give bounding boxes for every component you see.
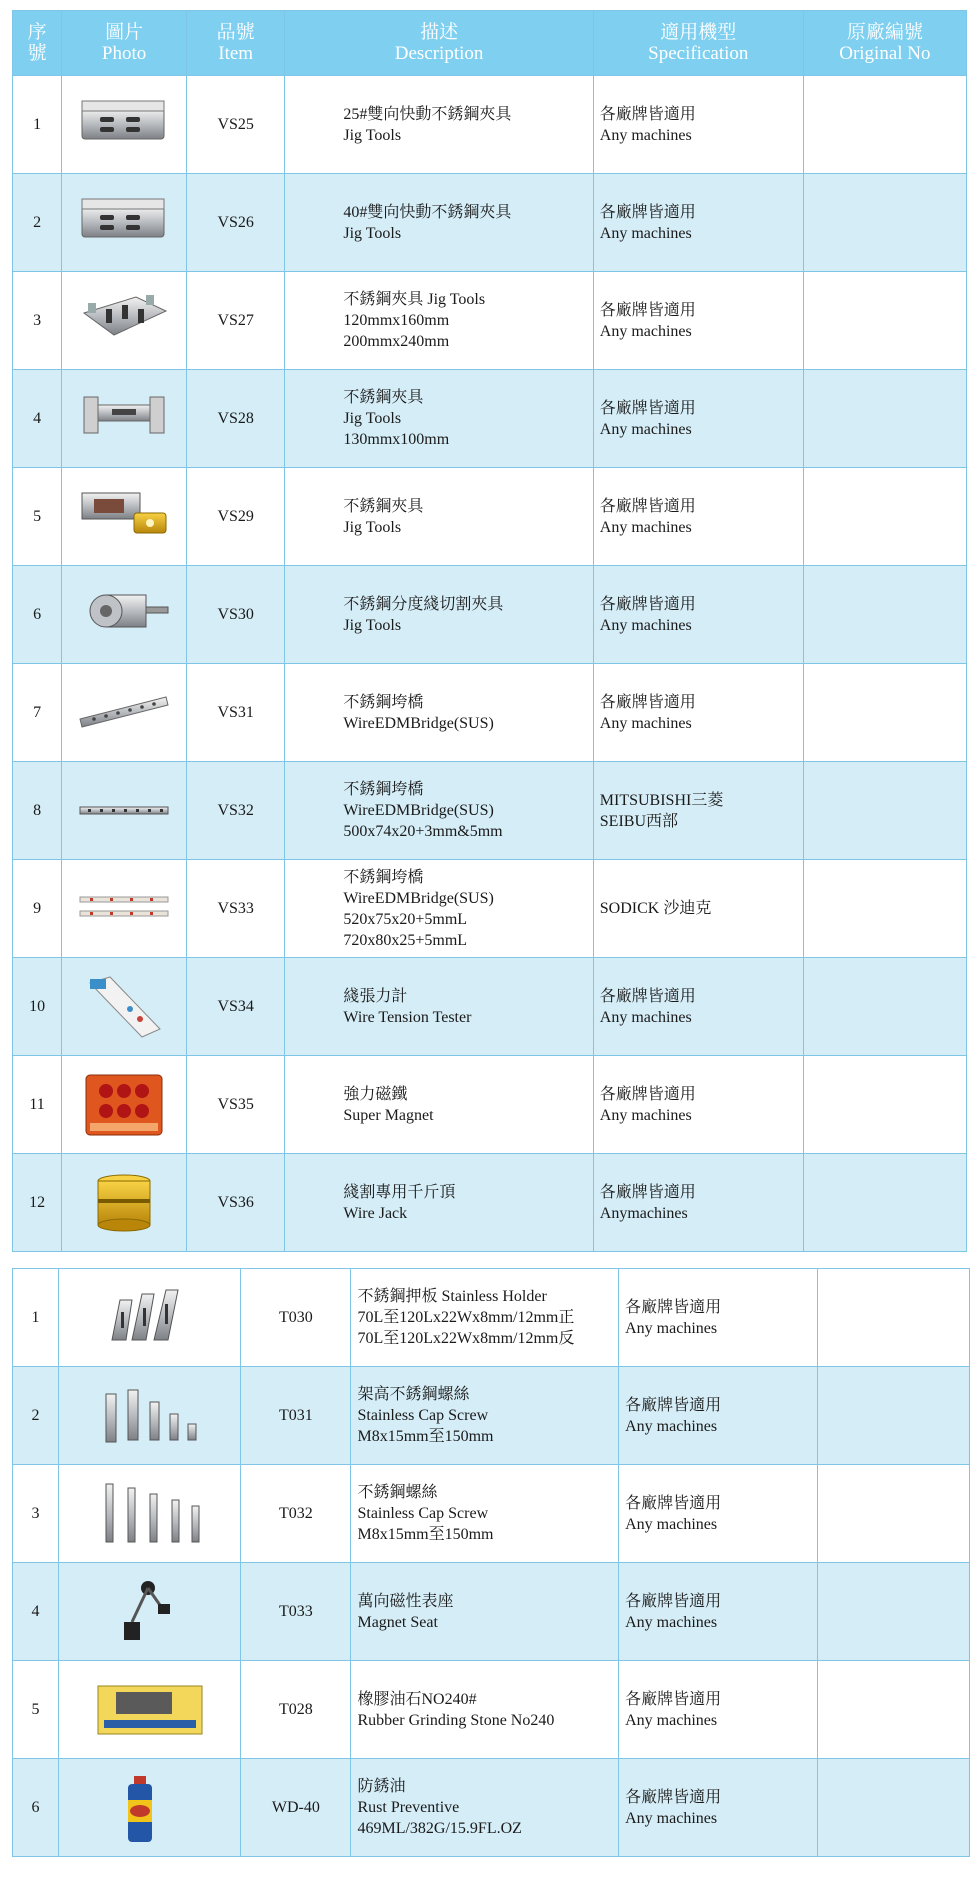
table-row xyxy=(13,566,967,664)
specification xyxy=(593,664,803,762)
description xyxy=(285,76,593,174)
header-description: 描述 Description xyxy=(285,11,593,76)
bridge-thin-icon xyxy=(76,773,172,849)
original-no xyxy=(803,860,966,958)
wire-jack-icon xyxy=(76,1165,172,1241)
text-line: 40#雙向快動不銹鋼夾具 xyxy=(343,203,512,221)
text-line: 不銹鋼夾具 xyxy=(343,389,424,406)
product-photo xyxy=(62,468,187,566)
text-line: Any machines xyxy=(599,1106,692,1124)
row-number: 12 xyxy=(13,1154,62,1252)
row-number: 3 xyxy=(13,1465,59,1563)
description xyxy=(351,1367,619,1465)
description xyxy=(285,1154,593,1252)
text-line: Any machines xyxy=(599,420,692,438)
cap-screws-icon xyxy=(92,1476,208,1552)
magnet-box-icon xyxy=(76,1067,172,1143)
item-code: T031 xyxy=(241,1367,351,1465)
table-row xyxy=(13,1661,970,1759)
product-photo xyxy=(59,1759,241,1857)
description xyxy=(285,468,593,566)
specification xyxy=(593,1056,803,1154)
text-line: 70L至120Lx22Wx8mm/12mm正 xyxy=(357,1309,575,1326)
text-line: M8x15mm至150mm xyxy=(357,1428,494,1445)
text-line: Stainless Cap Screw xyxy=(357,1505,489,1522)
text-line: Magnet Seat xyxy=(357,1613,438,1631)
product-photo xyxy=(62,664,187,762)
text-line: 各廠牌皆適用 xyxy=(599,497,696,515)
text-line: 各廠牌皆適用 xyxy=(625,1690,722,1708)
table-row xyxy=(13,370,967,468)
text-line: 200mmx240mm xyxy=(343,333,450,350)
text-line: Jig Tools xyxy=(343,616,402,634)
item-code: VS34 xyxy=(186,958,284,1056)
original-no xyxy=(803,664,966,762)
text-line: 橡膠油石NO240# xyxy=(357,1690,477,1708)
original-no xyxy=(818,1563,970,1661)
text-line: Any machines xyxy=(625,1515,718,1533)
text-line: 綫割專用千斤頂 xyxy=(343,1183,456,1201)
original-no xyxy=(803,1154,966,1252)
text-line: Any machines xyxy=(599,322,692,340)
table-row xyxy=(13,76,967,174)
text-line: 架高不銹鋼螺絲 xyxy=(357,1386,470,1403)
product-photo xyxy=(59,1465,241,1563)
specification xyxy=(593,272,803,370)
header-photo: 圖片 Photo xyxy=(62,11,187,76)
product-photo xyxy=(62,1056,187,1154)
text-line: SEIBU西部 xyxy=(599,812,678,830)
product-photo xyxy=(59,1367,241,1465)
product-table-2 xyxy=(12,1268,970,1857)
text-line: Jig Tools xyxy=(343,126,402,144)
product-photo xyxy=(62,958,187,1056)
item-code: T032 xyxy=(241,1465,351,1563)
original-no xyxy=(803,272,966,370)
text-line: 720x80x25+5mmL xyxy=(343,931,468,949)
text-line: 70L至120Lx22Wx8mm/12mm反 xyxy=(357,1330,575,1347)
text-line: 各廠牌皆適用 xyxy=(625,1494,722,1512)
jig-fixture-icon xyxy=(76,87,172,163)
text-line: 不銹鋼押板 Stainless Holder xyxy=(357,1288,547,1305)
description xyxy=(351,1759,619,1857)
specification xyxy=(593,76,803,174)
text-line: 不銹鋼螺絲 xyxy=(357,1484,438,1501)
description xyxy=(285,1056,593,1154)
item-code: VS32 xyxy=(186,762,284,860)
text-line: WireEDMBridge(SUS) xyxy=(343,714,494,732)
text-line: 各廠牌皆適用 xyxy=(599,595,696,613)
text-line: Any machines xyxy=(599,224,692,242)
product-photo xyxy=(62,76,187,174)
text-line: 萬向磁性表座 xyxy=(357,1592,454,1610)
description xyxy=(351,1661,619,1759)
table-row xyxy=(13,1465,970,1563)
text-line: Anymachines xyxy=(599,1204,688,1222)
original-no xyxy=(803,370,966,468)
text-line: 各廠牌皆適用 xyxy=(599,399,696,417)
text-line: Any machines xyxy=(625,1711,718,1729)
text-line: Jig Tools xyxy=(343,518,402,536)
specification xyxy=(593,958,803,1056)
description xyxy=(285,370,593,468)
text-line: 不銹鋼垮橋 xyxy=(343,693,424,711)
item-code: VS28 xyxy=(186,370,284,468)
specification xyxy=(619,1465,818,1563)
grinding-stone-icon xyxy=(92,1672,208,1748)
original-no xyxy=(803,76,966,174)
text-line: 各廠牌皆適用 xyxy=(625,1298,722,1316)
row-number: 11 xyxy=(13,1056,62,1154)
text-line: SODICK 沙迪克 xyxy=(599,900,712,917)
specification xyxy=(619,1563,818,1661)
text-line: 各廠牌皆適用 xyxy=(625,1788,722,1806)
original-no xyxy=(803,174,966,272)
original-no xyxy=(818,1269,970,1367)
specification xyxy=(593,762,803,860)
product-photo xyxy=(62,174,187,272)
specification xyxy=(619,1367,818,1465)
description xyxy=(285,664,593,762)
text-line: Any machines xyxy=(625,1613,718,1631)
specification xyxy=(593,174,803,272)
row-number: 6 xyxy=(13,1759,59,1857)
text-line: 不銹鋼垮橋 xyxy=(343,868,424,886)
header-seq: 序 號 xyxy=(13,11,62,76)
product-photo xyxy=(62,1154,187,1252)
row-number: 6 xyxy=(13,566,62,664)
description xyxy=(351,1465,619,1563)
text-line: WireEDMBridge(SUS) xyxy=(343,889,494,907)
magnet-seat-icon xyxy=(92,1574,208,1650)
text-line: 不銹鋼分度綫切割夾具 xyxy=(343,595,504,613)
text-line: Any machines xyxy=(625,1809,718,1827)
row-number: 1 xyxy=(13,76,62,174)
bridge-pair-icon xyxy=(76,871,172,947)
holder-plates-icon xyxy=(92,1280,208,1356)
text-line: 強力磁鐵 xyxy=(343,1085,408,1103)
original-no xyxy=(818,1759,970,1857)
row-number: 2 xyxy=(13,1367,59,1465)
description xyxy=(285,174,593,272)
text-line: Super Magnet xyxy=(343,1106,434,1124)
text-line: Jig Tools xyxy=(343,224,402,242)
description xyxy=(351,1269,619,1367)
text-line: M8x15mm至150mm xyxy=(357,1526,494,1543)
text-line: 520x75x20+5mmL xyxy=(343,910,468,928)
text-line: 各廠牌皆適用 xyxy=(625,1592,722,1610)
original-no xyxy=(818,1465,970,1563)
text-line: WireEDMBridge(SUS) xyxy=(343,802,494,819)
text-line: Any machines xyxy=(625,1417,718,1435)
text-line: Any machines xyxy=(599,1008,692,1026)
item-code: VS36 xyxy=(186,1154,284,1252)
text-line: 各廠牌皆適用 xyxy=(599,987,696,1005)
text-line: 不銹鋼垮橋 xyxy=(343,781,424,798)
original-no xyxy=(803,468,966,566)
header-item: 品號 Item xyxy=(186,11,284,76)
specification xyxy=(593,468,803,566)
specification xyxy=(619,1269,818,1367)
text-line: Wire Jack xyxy=(343,1204,408,1222)
specification xyxy=(619,1759,818,1857)
jig-fixture-icon xyxy=(76,185,172,261)
table-row xyxy=(13,1759,970,1857)
text-line: Any machines xyxy=(599,126,692,144)
table-row xyxy=(13,1154,967,1252)
description xyxy=(285,566,593,664)
product-photo xyxy=(62,762,187,860)
text-line: 25#雙向快動不銹鋼夾具 xyxy=(343,105,512,123)
item-code: VS30 xyxy=(186,566,284,664)
text-line: Any machines xyxy=(599,518,692,536)
table-row xyxy=(13,174,967,272)
text-line: 130mmx100mm xyxy=(343,431,450,448)
tension-tester-icon xyxy=(76,969,172,1045)
text-line: 各廠牌皆適用 xyxy=(599,105,696,123)
table-row xyxy=(13,468,967,566)
original-no xyxy=(803,566,966,664)
original-no xyxy=(803,762,966,860)
row-number: 4 xyxy=(13,1563,59,1661)
item-code: VS27 xyxy=(186,272,284,370)
text-line: 120mmx160mm xyxy=(343,312,450,329)
text-line: Any machines xyxy=(599,616,692,634)
text-line: Rust Preventive xyxy=(357,1799,460,1816)
product-photo xyxy=(59,1269,241,1367)
row-number: 5 xyxy=(13,468,62,566)
text-line: Wire Tension Tester xyxy=(343,1008,472,1026)
specification xyxy=(593,1154,803,1252)
indexing-fixture-icon xyxy=(76,577,172,653)
description xyxy=(285,860,593,958)
text-line: 各廠牌皆適用 xyxy=(599,1085,696,1103)
product-table-1 xyxy=(12,10,967,1252)
row-number: 2 xyxy=(13,174,62,272)
item-code: VS29 xyxy=(186,468,284,566)
jig-plate-icon xyxy=(76,283,172,359)
header-original-no: 原廠編號 Original No xyxy=(803,11,966,76)
text-line: Stainless Cap Screw xyxy=(357,1407,489,1424)
table-row xyxy=(13,958,967,1056)
spray-can-icon xyxy=(92,1770,208,1846)
text-line: 各廠牌皆適用 xyxy=(599,301,696,319)
item-code: VS25 xyxy=(186,76,284,174)
text-line: 防銹油 xyxy=(357,1778,406,1795)
description xyxy=(351,1563,619,1661)
description xyxy=(285,272,593,370)
table-row xyxy=(13,1056,967,1154)
item-code: WD-40 xyxy=(241,1759,351,1857)
text-line: Any machines xyxy=(625,1319,718,1337)
item-code: VS33 xyxy=(186,860,284,958)
row-number: 1 xyxy=(13,1269,59,1367)
text-line: Jig Tools xyxy=(343,410,402,427)
jig-level-icon xyxy=(76,479,172,555)
item-code: VS26 xyxy=(186,174,284,272)
text-line: MITSUBISHI三菱 xyxy=(599,791,724,809)
standoff-screws-icon xyxy=(92,1378,208,1454)
row-number: 10 xyxy=(13,958,62,1056)
text-line: 各廠牌皆適用 xyxy=(625,1396,722,1414)
description xyxy=(285,762,593,860)
table-row xyxy=(13,1563,970,1661)
header-specification: 適用機型 Specification xyxy=(593,11,803,76)
product-photo xyxy=(62,272,187,370)
specification xyxy=(619,1661,818,1759)
row-number: 4 xyxy=(13,370,62,468)
product-photo xyxy=(62,860,187,958)
original-no xyxy=(803,958,966,1056)
product-photo xyxy=(62,370,187,468)
item-code: VS35 xyxy=(186,1056,284,1154)
item-code: VS31 xyxy=(186,664,284,762)
text-line: 綫張力計 xyxy=(343,987,408,1005)
table-row xyxy=(13,1269,970,1367)
table-header xyxy=(13,11,967,76)
row-number: 7 xyxy=(13,664,62,762)
text-line: Rubber Grinding Stone No240 xyxy=(357,1711,555,1729)
specification xyxy=(593,860,803,958)
table-row xyxy=(13,664,967,762)
row-number: 9 xyxy=(13,860,62,958)
description xyxy=(285,958,593,1056)
item-code: T033 xyxy=(241,1563,351,1661)
row-number: 8 xyxy=(13,762,62,860)
row-number: 3 xyxy=(13,272,62,370)
item-code: T028 xyxy=(241,1661,351,1759)
product-photo xyxy=(62,566,187,664)
original-no xyxy=(818,1367,970,1465)
table-row xyxy=(13,1367,970,1465)
original-no xyxy=(818,1661,970,1759)
jig-clamp-icon xyxy=(76,381,172,457)
text-line: Any machines xyxy=(599,714,692,732)
row-number: 5 xyxy=(13,1661,59,1759)
table-row xyxy=(13,860,967,958)
specification xyxy=(593,566,803,664)
text-line: 各廠牌皆適用 xyxy=(599,693,696,711)
item-code: T030 xyxy=(241,1269,351,1367)
original-no xyxy=(803,1056,966,1154)
text-line: 各廠牌皆適用 xyxy=(599,203,696,221)
text-line: 不銹鋼夾具 Jig Tools xyxy=(343,291,486,308)
text-line: 500x74x20+3mm&5mm xyxy=(343,823,503,840)
table-row xyxy=(13,762,967,860)
text-line: 不銹鋼夾具 xyxy=(343,497,424,515)
text-line: 469ML/382G/15.9FL.OZ xyxy=(357,1820,522,1837)
text-line: 各廠牌皆適用 xyxy=(599,1183,696,1201)
product-photo xyxy=(59,1563,241,1661)
bridge-bar-icon xyxy=(76,675,172,751)
table-row xyxy=(13,272,967,370)
product-photo xyxy=(59,1661,241,1759)
specification xyxy=(593,370,803,468)
